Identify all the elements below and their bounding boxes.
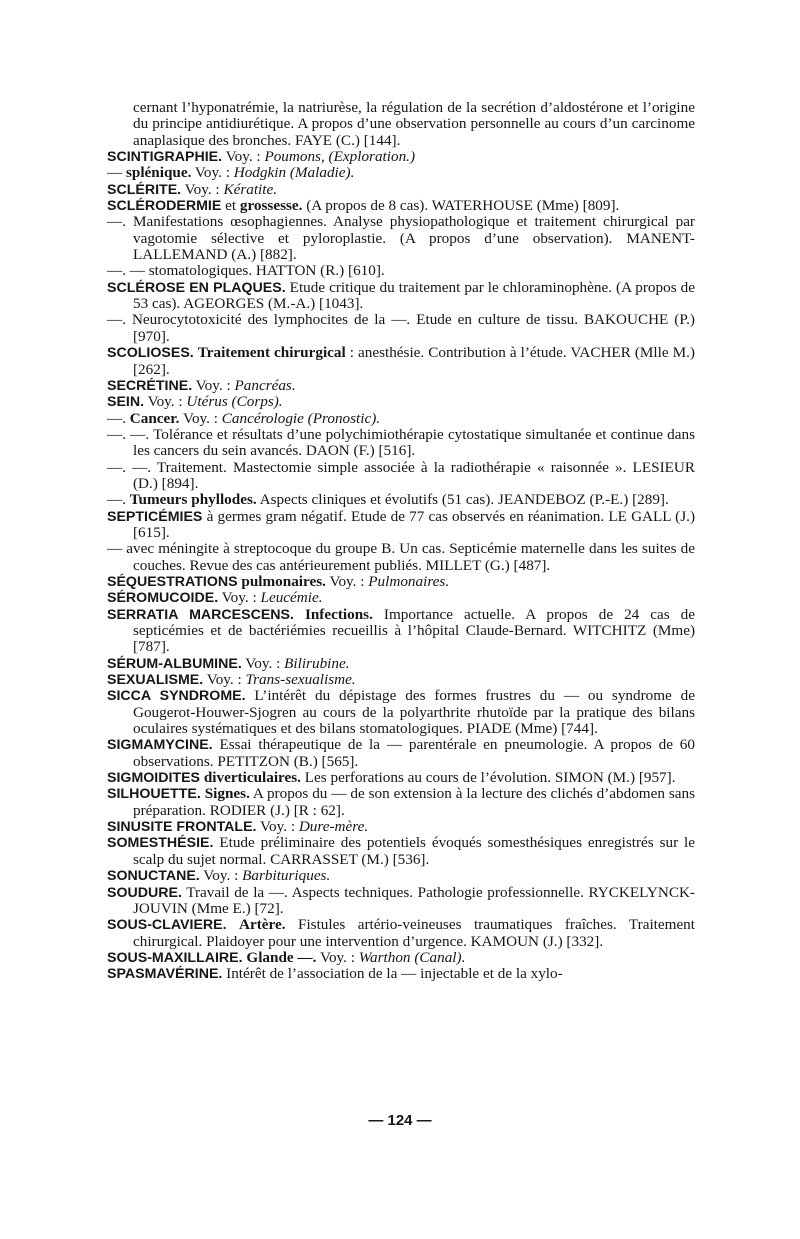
entry-text: et: [221, 197, 240, 215]
entry-crossref: Cancérologie (Pronostic).: [221, 409, 381, 427]
index-entry: [107, 100, 695, 149]
entry-headword: SCLÉRITE.: [107, 181, 182, 198]
entry-text: Voy. :: [222, 148, 265, 166]
index-entry: [107, 280, 695, 313]
entry-crossref: Warthon (Canal).: [358, 948, 466, 966]
entry-headword: SOUS-CLAVIERE.: [107, 917, 227, 934]
entry-text: Etude préliminaire des potentiels évoqués somesthésiques enregistrés sur le scalp du sujet normal. CARRASSET (M.) [536].: [133, 834, 695, 868]
entry-crossref: Trans-sexualisme.: [245, 671, 356, 689]
index-entry: [107, 378, 695, 394]
index-entry: [107, 574, 695, 590]
entry-headword: SEPTICÉMIES: [107, 508, 203, 525]
entry-qualifier: Traitement chirurgical: [197, 344, 346, 362]
entry-text: Voy. :: [218, 589, 261, 607]
entry-headword: SCINTIGRAPHIE.: [107, 149, 223, 166]
index-entry: [107, 688, 695, 737]
entry-text: —. Neurocytotoxicité des lymphocites de la —. Etude en culture de tissu. BAKOUCHE (P.) [970].: [107, 311, 695, 345]
index-entry: [107, 165, 695, 181]
entry-text: —.: [107, 491, 130, 509]
entry-headword: SONUCTANE.: [107, 868, 200, 885]
index-entry: [107, 345, 695, 378]
index-entry: [107, 966, 695, 982]
entry-crossref: Leucémie.: [260, 589, 323, 607]
entry-qualifier: pulmonaires.: [241, 572, 326, 590]
index-entry: [107, 770, 695, 786]
entry-headword: SIGMOIDITES: [107, 770, 201, 787]
entry-headword: SCLÉROSE EN PLAQUES.: [107, 279, 286, 296]
index-entry: [107, 737, 695, 770]
entry-text: Voy. :: [191, 164, 234, 182]
entry-text: —.: [107, 409, 130, 427]
entry-text: —. —. Traitement. Mastectomie simple associée à la radiothérapie « raisonnée ». LESIEUR (D.) [894].: [107, 458, 695, 492]
entry-headword: SICCA SYNDROME.: [107, 688, 246, 705]
index-entry: [107, 198, 695, 214]
index-entry: [107, 835, 695, 868]
entry-qualifier: splénique.: [125, 164, 192, 182]
entry-text: —. —. Tolérance et résultats d’une polychimiothérapie cytostatique simultanée et continue dans les cancers du sein avancés. DAON (F.) [516].: [107, 425, 695, 460]
entry-crossref: Poumons, (Exploration.): [264, 148, 416, 166]
entry-text: —. Manifestations œsophagiennes. Analyse physiopathologique et traitement chirurgical par vagotomie sélective et pyloroplastie. (A propos d’une observation). MANENT-LALLEMAND (A.) [882].: [107, 213, 695, 264]
entry-headword: SCOLIOSES.: [107, 345, 194, 362]
entry-qualifier: Cancer.: [129, 409, 180, 427]
entry-headword: SPASMAVÉRINE.: [107, 966, 223, 983]
entry-headword: SECRÉTINE.: [107, 377, 193, 394]
entry-crossref: Barbituriques.: [242, 867, 331, 885]
entry-headword: SILHOUETTE.: [107, 786, 201, 803]
index-entry: [107, 394, 695, 410]
entry-headword: SEIN.: [107, 394, 145, 411]
entry-crossref: Bilirubine.: [284, 654, 350, 672]
entry-crossref: Hodgkin (Maladie).: [233, 164, 355, 182]
entry-headword: SOMESTHÉSIE.: [107, 835, 214, 852]
entry-headword: SOUS-MAXILLAIRE.: [107, 949, 243, 966]
index-entry: [107, 460, 695, 493]
index-entry: [107, 182, 695, 198]
entry-text: Aspects cliniques et évolutifs (51 cas). JEANDEBOZ (P.-E.) [289].: [256, 491, 669, 509]
entry-text: A propos du — de son extension à la lecture des clichés d’abdomen sans préparation. RODIER (J.) [R : 62].: [133, 785, 695, 819]
index-entry: [107, 917, 695, 950]
entry-text: Essai thérapeutique de la — parentérale en pneumologie. A propos de 60 observations. PETITZON (B.) [565].: [133, 736, 695, 770]
index-entry: [107, 509, 695, 542]
entry-text: [227, 916, 239, 933]
entry-text: Etude critique du traitement par le chloraminophène. (A propos de 53 cas). AGEORGES (M.-A.) [1043].: [133, 278, 695, 313]
entry-headword: SEXUALISME.: [107, 672, 204, 689]
entry-text: Voy. :: [241, 654, 285, 672]
entry-qualifier: Signes.: [204, 785, 250, 803]
entry-qualifier: Tumeurs phyllodes.: [129, 491, 257, 509]
entry-headword: SÉROMUCOIDE.: [107, 590, 219, 607]
entry-text: Importance actuelle. A propos de 24 cas de septicémies et de bactériémies recueillis à l’hôpital Claude-Bernard. WITCHITZ (Mme) [787].: [133, 605, 695, 656]
entry-text: : anesthésie. Contribution à l’étude. VACHER (Mlle M.) [262].: [133, 344, 695, 378]
entry-text: Fistules artério-veineuses traumatiques fraîches. Traitement chirurgical. Plaidoyer pour une intervention d’urgence. KAMOUN (J.) [332].: [133, 916, 695, 950]
entry-text: — avec méningite à streptocoque du groupe B. Un cas. Septicémie maternelle dans les suites de couches. Revue des cas antérieurement publiés. MILLET (G.) [487].: [107, 540, 695, 574]
entry-qualifier: grossesse.: [239, 197, 303, 215]
index-entry: [107, 149, 695, 165]
entry-headword: SÉRUM-ALBUMINE.: [107, 655, 242, 672]
entry-text: Voy. :: [256, 818, 299, 836]
entry-headword: SÉQUESTRATIONS: [107, 573, 238, 590]
entry-text: Voy. :: [325, 572, 369, 590]
entry-text: cernant l’hyponatrémie, la natriurèse, la régulation de la secrétion d’aldostérone et l’origine du principe antidiurétique. A propos d’une observation personnelle au cours d’un carcinome anaplasique des bronches. FAYE (C.) [144].: [133, 99, 695, 149]
entry-headword: SIGMAMYCINE.: [107, 737, 213, 754]
entry-text: à germes gram négatif. Etude de 77 cas observés en réanimation. LE GALL (J.) [615].: [133, 507, 695, 541]
entry-qualifier: Glande —.: [246, 948, 317, 966]
index-entry: [107, 656, 695, 672]
index-entry: [107, 819, 695, 835]
index-entry: [107, 950, 695, 966]
entry-text: L’intérêt du dépistage des formes frustres du — ou syndrome de Gougerot-Houwer-Sjogren au cours de la polyarthrite rhutoïde par la pratique des bilans oculaires systématiques et des bilans stomatologiques. PIADE (Mme) [744].: [133, 687, 695, 738]
index-entry: [107, 492, 695, 508]
entry-text: Voy. :: [316, 948, 359, 966]
entry-text: —: [107, 164, 126, 182]
index-entry: [107, 607, 695, 656]
page-number: — 124 —: [368, 1112, 432, 1129]
entry-crossref: Pulmonaires.: [368, 572, 450, 590]
entry-text: Voy. :: [192, 376, 235, 394]
index-entry: [107, 786, 695, 819]
entry-text: Travail de la —. Aspects techniques. Pathologie professionnelle. RYCKELYNCK-JOUVIN (Mme E.) [72].: [133, 883, 695, 917]
entry-text: Intérêt de l’association de la — injectable et de la xylo-: [222, 965, 563, 983]
index-entry: [107, 312, 695, 345]
entry-text: Voy. :: [144, 393, 187, 411]
entry-crossref: Kératite.: [223, 180, 278, 198]
entry-text: Voy. :: [179, 409, 222, 427]
entry-qualifier: Artère.: [239, 916, 286, 934]
entry-crossref: Utérus (Corps).: [186, 393, 283, 411]
entry-qualifier: Infections.: [304, 605, 373, 623]
index-entry: [107, 411, 695, 427]
entry-text: (A propos de 8 cas). WATERHOUSE (Mme) [809].: [302, 197, 620, 215]
entry-headword: SINUSITE FRONTALE.: [107, 819, 257, 836]
entry-headword: SCLÉRODERMIE: [107, 198, 222, 215]
entry-crossref: Pancréas.: [234, 376, 296, 394]
entry-qualifier: diverticulaires.: [203, 769, 301, 787]
index-entry: [107, 263, 695, 279]
entry-headword: SERRATIA MARCESCENS.: [107, 606, 294, 623]
index-entry: [107, 427, 695, 460]
index-entry: [107, 214, 695, 263]
entry-text: —. — stomatologiques. HATTON (R.) [610].: [107, 262, 385, 280]
index-entry: [107, 672, 695, 688]
entry-crossref: Dure-mère.: [298, 818, 369, 836]
index-entry: [107, 885, 695, 918]
entry-text: Les perforations au cours de l’évolution. SIMON (M.) [957].: [300, 769, 676, 787]
entry-text: Voy. :: [199, 867, 243, 885]
index-entry: [107, 590, 695, 606]
index-entry: [107, 868, 695, 884]
entry-text: Voy. :: [203, 671, 246, 689]
entry-text: Voy. :: [181, 180, 224, 198]
entry-text: [294, 606, 305, 623]
entry-headword: SOUDURE.: [107, 884, 182, 901]
index-entry: [107, 541, 695, 574]
index-page: [107, 100, 695, 983]
